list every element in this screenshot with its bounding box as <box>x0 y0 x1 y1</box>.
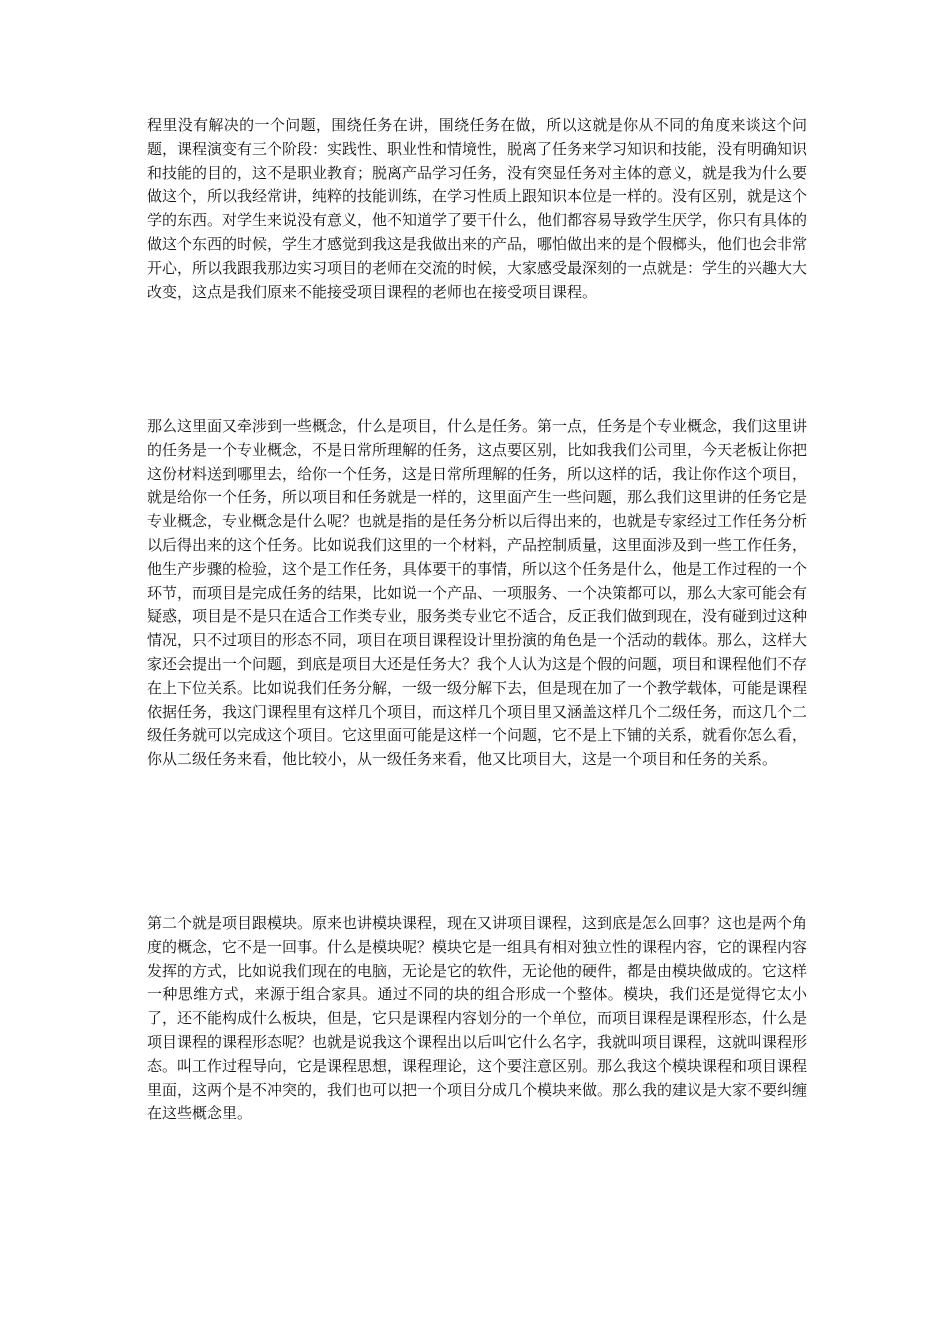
paragraph-1: 程里没有解决的一个问题，围绕任务在讲，围绕任务在做，所以这就是你从不同的角度来谈这个问题，课程演变有三个阶段：实践性、职业性和情境性，脱离了任务来学习知识和技能，没有明确知识和技能的目的，这不是职业教育；脱离产品学习任务，没有突显任务对主体的意义，就是我为什么要做这个，所以我经常讲，纯粹的技能训练，在学习性质上跟知识本位是一样的。没有区别，就是这个学的东西。对学生来说没有意义，他不知道学了要干什么，他们都容易导致学生厌学，你只有具体的做这个东西的时候，学生才感觉到我这是我做出来的产品，哪怕做出来的是个假榔头，他们也会非常开心，所以我跟我那边实习项目的老师在交流的时候，大家感受最深刻的一点就是：学生的兴趣大大改变，这点是我们原来不能接受项目课程的老师也在接受项目课程。 <box>147 116 808 301</box>
paragraph-2: 那么这里面又牵涉到一些概念，什么是项目，什么是任务。第一点，任务是个专业概念，我们这里讲的任务是一个专业概念，不是日常所理解的任务，这点要区别，比如我我们公司里，今天老板让你把这份材料送到哪里去，给你一个任务，这是日常所理解的任务，所以这样的话，我让你作这个项目，就是给你一个任务，所以项目和任务就是一样的，这里面产生一些问题，那么我们这里讲的任务它是专业概念，专业概念是什么呢？也就是指的是任务分析以后得出来的，也就是专家经过工作任务分析以后得出来的这个任务。比如说我们这里的一个材料，产品控制质量，这里面涉及到一些工作任务，他生产步骤的检验，这个是工作任务，具体要干的事情，所以这个任务是什么，他是工作过程的一个环节，而项目是完成任务的结果，比如说一个产品、一项服务、一个决策都可以，那么大家可能会有疑惑，项目是不是只在适合工作类专业，服务类专业它不适合，反正我们做到现在，没有碰到过这种情况，只不过项目的形态不同，项目在项目课程设计里扮演的角色是一个活动的载体。那么，这样大家还会提出一个问题，到底是项目大还是任务大？我个人认为这是个假的问题，项目和课程他们不存在上下位关系。比如说我们任务分解，一级一级分解下去，但是现在加了一个教学载体，可能是课程依据任务，我这门课程里有这样几个项目，而这样几个项目里又涵盖这样几个二级任务，而这几个二级任务就可以完成这个项目。它这里面可能是这样一个问题，它不是上下铺的关系，就看你怎么看，你从二级任务来看，他比较小，从一级任务来看，他又比项目大，这是一个项目和任务的关系。 <box>147 417 808 769</box>
paragraph-3: 第二个就是项目跟模块。原来也讲模块课程，现在又讲项目课程，这到底是怎么回事？这也是两个角度的概念，它不是一回事。什么是模块呢？模块它是一组具有相对独立性的课程内容，它的课程内容发挥的方式，比如说我们现在的电脑，无论是它的软件，无论他的硬件，都是由模块做成的。它这样一种思维方式，来源于组合家具。通过不同的块的组合形成一个整体。模块，我们还是觉得它太小了，还不能构成什么板块，但是，它只是课程内容划分的一个单位，而项目课程是课程形态，什么是项目课程的课程形态呢？也就是说我这个课程出以后叫它什么名字，我就叫项目课程，这就叫课程形态。叫工作过程导向，它是课程思想，课程理论，这个要注意区别。那么我这个模块课程和项目课程里面，这两个是不冲突的，我们也可以把一个项目分成几个模块来做。那么我的建议是大家不要纠缠在这些概念里。 <box>147 914 808 1123</box>
